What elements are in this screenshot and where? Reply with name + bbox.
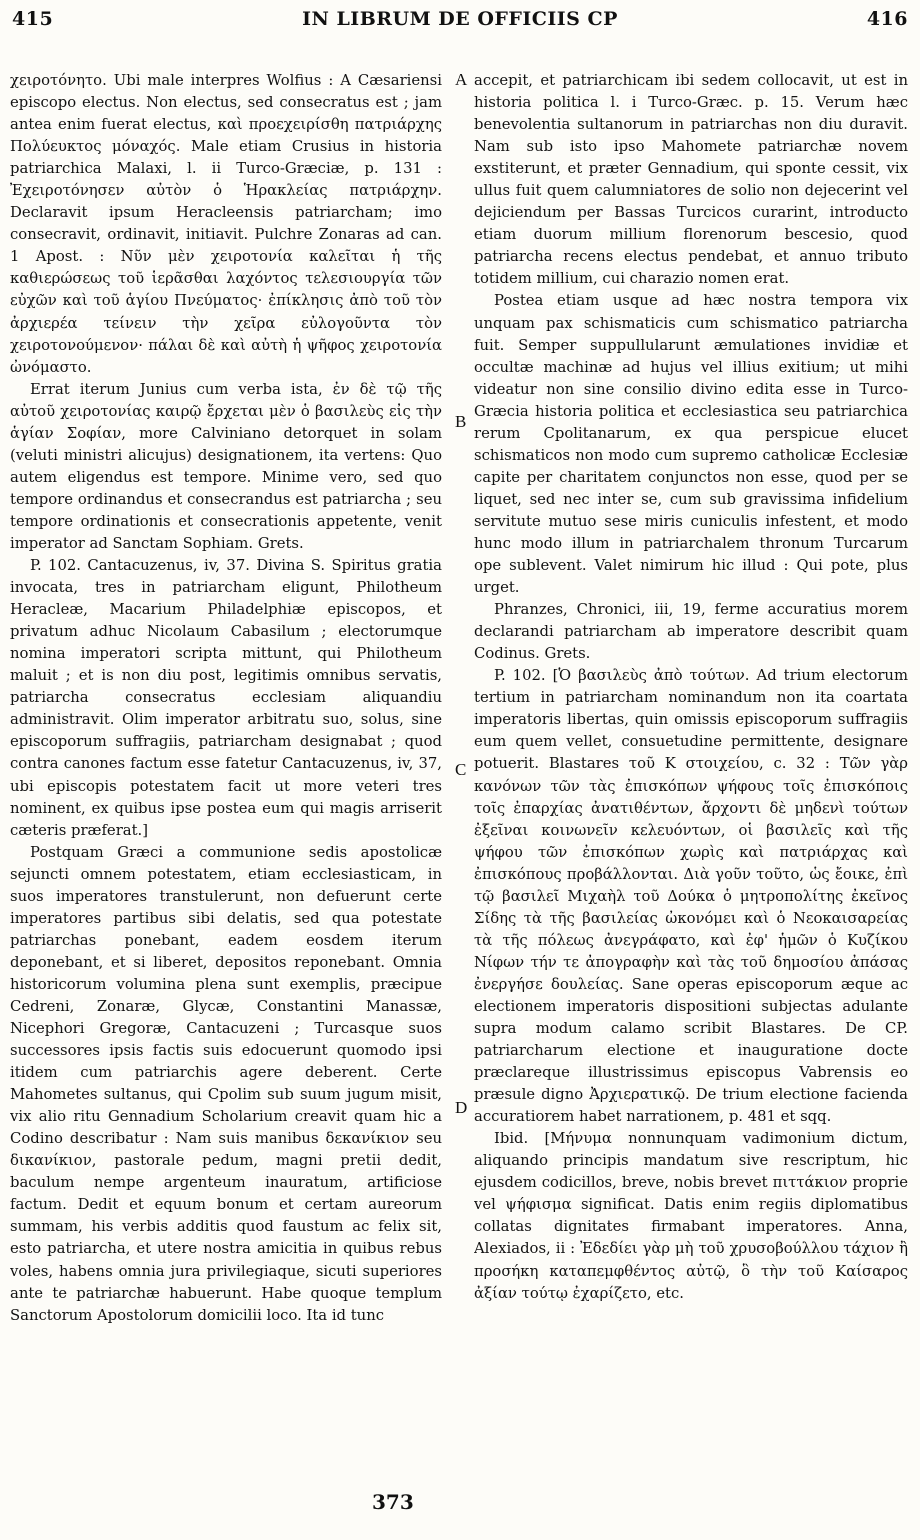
right-paragraph-2: Postea etiam usque ad hæc nostra tempora vix unquam pax schismaticis cum schismatico patriarcha fuit. Semper suppullularunt æmulationes invidiæ et occultæ machinæ ad hujus vel illius exitium; ut mihi videatur non sine consilio divino edita esse in Turco-Græcia historia politica et ecclesiastica seu patriarchica rerum Cpolitanarum, ex qua perspicue elucet schismaticos non modo cum supremo catholicæ Ecclesiæ capite per charitatem conjunctos non esse, quod per se liquet, sed nec inter se, cum sub gravissima infidelium servitute mutuo sese miris cuniculis infestent, et modo hunc modo illum in patriarchalem thronum Turcarum ope sublevent. Valet nimirum hic illud : Qui pote, plus urget.	[474, 292, 908, 597]
left-paragraph-1: χειροτόνητο. Ubi male interpres Wolfius : A Cæsariensi episcopo electus. Non electus, sed consecratus est ; jam antea enim fuerat electus, καὶ προεχειρίσθη πατριάρχης Πολύευκτος μόναχός. Male etiam Crusius in historia patriarchica Malaxi, l. ii Turco-Græciæ, p. 131 : Ἐχειροτόνησεν αὐτὸν ὁ Ἡρακλείας πατριάρχην. Declaravit ipsum Heracleensis patriarcham; imo consecravit, ordinavit, initiavit. Pulchre Zonaras ad can. 1 Apost. : Νῦν μὲν χειροτονία καλεῖται ἡ τῆς καθιερώσεως τοῦ ἱερᾶσθαι λαχόντος τελεσιουργία τῶν εὐχῶν καὶ τοῦ ἁγίου Πνεύματος· ἐπίκλησις ἀπὸ τοῦ τὸν ἀρχιερέα τείνειν τὴν χεῖρα εὐλογοῦντα τὸν χειροτονούμενον· πάλαι δὲ καὶ αὐτὴ ἡ ψῆφος χειροτονία ὠνόμαστο.	[10, 72, 442, 376]
margin-letter-b: B	[455, 412, 467, 431]
signature-mark: 373	[372, 1490, 414, 1514]
margin-letter-d: D	[455, 1098, 468, 1117]
left-paragraph-3: P. 102. Cantacuzenus, iv, 37. Divina S. Spiritus gratia invocata, tres in patriarcham eligunt, Philotheum Heracleæ, Macarium Philadelphiæ episcopos, et privatum adhuc Nicolaum Cabasilum ; electorumque nomina imperatori scripta mittunt, qui Philotheum maluit ; et is non diu post, legitimis omnibus servatis, patriarcha consecratus ecclesiam aliquandiu administravit. Olim imperator arbitratu suo, solus, sine episcoporum suffragiis, patriarcham designabat ; quod contra canones factum esse fatetur Cantacuzenus, iv, 37, ubi episcopis potestatem facit ut more veteri tres nominent, ex quibus ipse postea eum qui magis arriserit cæteris præferat.]	[10, 557, 442, 839]
page-header	[12, 8, 908, 42]
page-number-right: 416	[866, 8, 908, 30]
right-column	[474, 70, 908, 1514]
left-column	[10, 70, 442, 1514]
page-number-left: 415	[12, 8, 54, 30]
margin-letter-a: A	[455, 70, 468, 89]
right-paragraph-4: P. 102. [Ὁ βασιλεὺς ἀπὸ τούτων. Ad trium electorum tertium in patriarcham nominandum non ita coartata imperatoris libertas, quin omissis episcoporum suffragiis eum quem vellet, consuetudine permittente, designare potuerit. Blastares τοῦ Κ στοιχείου, c. 32 : Τῶν γὰρ κανόνων τῶν τὰς ἐπισκόπων ψήφους τοῖς ἐπισκόποις τοῖς ἐπαρχίας ἀνατιθέντων, ἄρχοντι δὲ μηδενὶ τούτων ἐξεῖναι κοινωνεῖν κελευόντων, οἱ βασιλεῖς καὶ τῆς ψήφου τῶν ἐπισκόπων χωρὶς καὶ πατριάρχας καὶ ἐπισκόπους προβάλλονται. Διὰ γοῦν τοῦτο, ὡς ἔοικε, ἐπὶ τῷ βασιλεῖ Μιχαὴλ τοῦ Δούκα ὁ μητροπολίτης ἐκεῖνος Σίδης τὰ τῆς βασιλείας ὠκονόμει καὶ ὁ Νεοκαισαρείας τὰ τῆς πόλεως ἀνεγράφατο, καὶ ἐφ' ἡμῶν ὁ Κυζίκου Νίφων τήν τε ἀπογραφὴν καὶ τὰς τοῦ δημοσίου ἀπάσας ἐνεργήσε δουλείας. Sane operas episcoporum æque ac electionem imperatoris dispositioni subjectas adulante supra modum calamo scribit Blastares. De CP. patriarcharum electione et inauguratione docte præclareque illustrissimus episcopus Vabrensis eo præsule digno Ἀρχιερατικῷ. De trium electione facienda accuratiorem habet narrationem, p. 481 et sqq.	[474, 667, 908, 1126]
right-paragraph-3: Phranzes, Chronici, iii, 19, ferme accuratius morem declarandi patriarcham ab imperatore describit quam Codinus. Grets.	[474, 601, 908, 663]
right-paragraph-5: Ibid. [Μήνυμα nonnunquam vadimonium dictum, aliquando principis mandatum sive rescriptum, hic ejusdem codicillos, breve, nobis brevet πιττάκιον proprie vel ψήφισμα significat. Datis enim regiis diplomatibus collatas dignitates firmabant imperatores. Anna, Alexiados, ii : Ἐδεδίει γὰρ μὴ τοῦ χρυσοβούλλου τάχιον ἢ προσήκη καταπεμφθέντος αὐτῷ, ὃ τὴν τοῦ Καίσαρος ἀξίαν τούτῳ ἐχαρίζετο, etc.	[474, 1130, 908, 1302]
right-paragraph-1: accepit, et patriarchicam ibi sedem collocavit, ut est in historia politica l. i Turco-Græc. p. 15. Verum hæc benevolentia sultanorum in patriarchas non diu duravit. Nam sub isto ipso Mahomete patriarchæ novem exstiterunt, et præter Gennadium, qui sponte cessit, vix ullus fuit quem calumniatores de solio non dejecerint vel dejiciendum per Bassas Turcicos curarint, introducto etiam duorum millium florenorum bescesio, quod patriarcha recens electus pendebat, et annuo tributo totidem millium, cui charazio nomen erat.	[474, 72, 908, 288]
left-paragraph-4: Postquam Græci a communione sedis apostolicæ sejuncti omnem potestatem, etiam ecclesiasticam, in suos imperatores transtulerunt, non defuerunt certe imperatores partibus sibi delatis, sed qua potestate patriarchas ponebant, eadem eosdem iterum deponebant, et si liberet, depositos reponebant. Omnia historicorum volumina plena sunt exemplis, præcipue Cedreni, Zonaræ, Glycæ, Constantini Manassæ, Nicephori Gregoræ, Cantacuzeni ; Turcasque suos successores ipsis factis suis edocuerunt quomodo ipsi itidem cum patriarchis agere deberent. Certe Mahometes sultanus, qui Cpolim sub suum jugum misit, vix alio ritu Gennadium Scholarium creavit quam hic a Codino describatur : Nam suis manibus δεκανίκιον seu δικανίκιον, pastorale pedum, magni pretii dedit, baculum nempe argenteum inauratum, artificiose factum. Dedit et equum bonum et certam aureorum summam, his verbis additis quod faustum ac felix sit, esto patriarcha, et utere nostra amicitia in quibus rebus voles, habens omnia jura privilegiaque, sicuti superiores ante te patriarchæ habuerunt. Habe quoque templum Sanctorum Apostolorum domicilii loco. Ita id tunc	[10, 843, 442, 1324]
left-paragraph-2: Errat iterum Junius cum verba ista, ἐν δὲ τῷ τῆς αὐτοῦ χειροτονίας καιρῷ ἔρχεται μὲν ὁ βασιλεὺς εἰς τὴν ἁγίαν Σοφίαν, more Calviniano detorquet in solam (veluti ministri alicujus) designationem, ita vertens: Quo autem eligendus est tempore. Minime vero, sed quo tempore ordinandus et consecrandus est patriarcha ; seu tempore ordinationis et consecrationis appetente, venit imperator ad Sanctam Sophiam. Grets.	[10, 380, 442, 552]
running-title: IN LIBRUM DE OFFICIIS CP	[302, 8, 618, 30]
margin-letter-c: C	[455, 760, 467, 779]
